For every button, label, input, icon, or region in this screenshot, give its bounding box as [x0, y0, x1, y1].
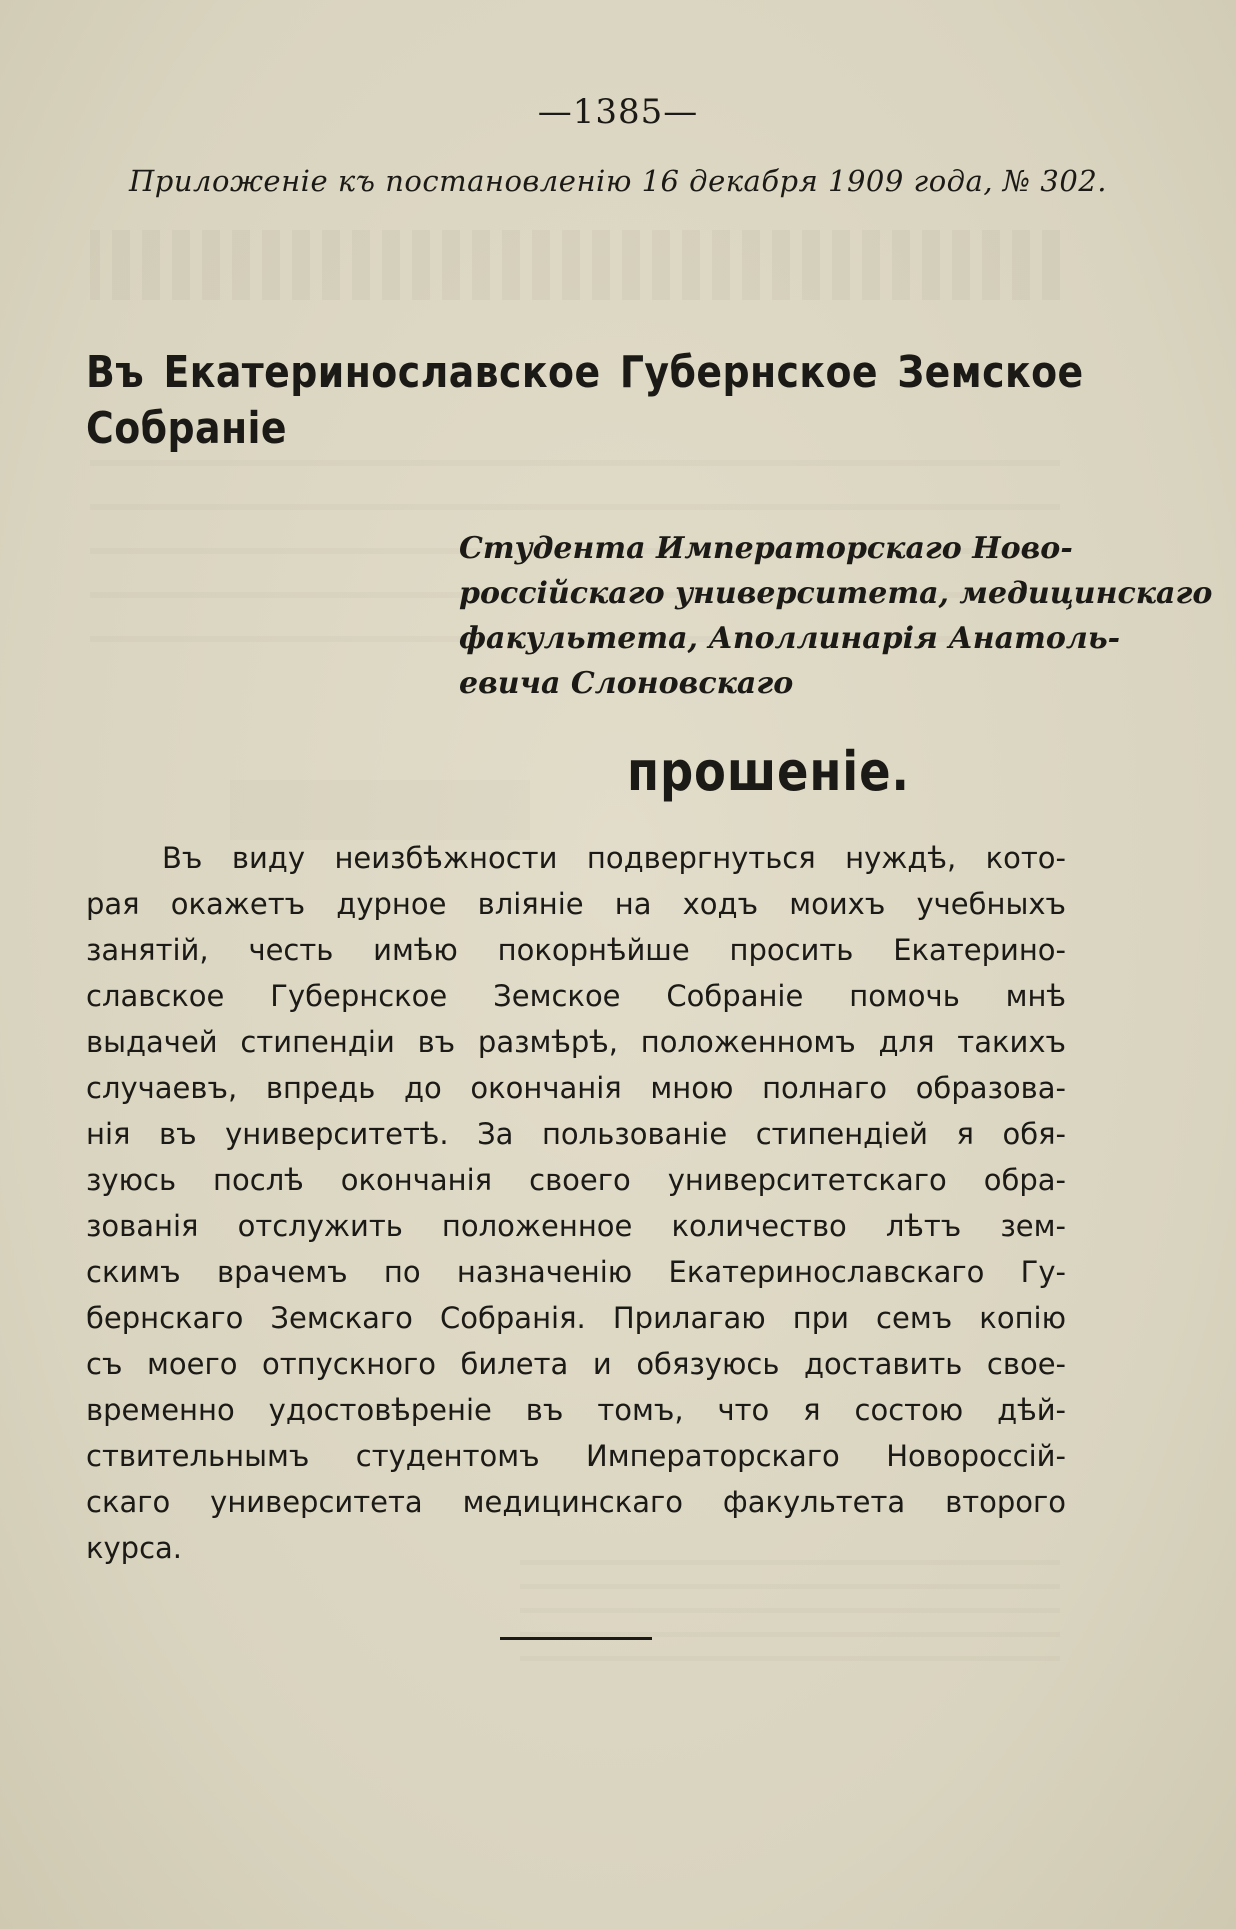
petition-body [86, 835, 1066, 1571]
appendix-note: Приложеніе къ постановленію 16 декабря 1909 года, № 302. [129, 164, 1107, 198]
petitioner-line: россійскаго университета, медицинскаго [459, 576, 1213, 611]
body-line: славское Губернское Земское Собраніе помочь мнѣ [86, 979, 1066, 1013]
body-line: нія въ университетѣ. За пользованіе стипендіей я обя- [86, 1117, 1066, 1151]
show-through-decoration [90, 230, 1060, 300]
body-line: выдачей стипендіи въ размѣрѣ, положенномъ для такихъ [86, 1025, 1066, 1059]
body-line: бернскаго Земскаго Собранія. Прилагаю при семъ копію [86, 1301, 1066, 1335]
petitioner-line: факультета, Аполлинарія Анатоль- [459, 621, 1121, 656]
body-line: рая окажетъ дурное вліяніе на ходъ моихъ учебныхъ [86, 887, 1066, 921]
addressee-heading [86, 345, 1084, 457]
body-line: скаго университета медицинскаго факультета второго [86, 1485, 1066, 1519]
addressee-line: Собраніе [86, 403, 288, 454]
body-line: курса. [86, 1531, 183, 1565]
petitioner-line: евича Слоновскаго [459, 666, 794, 701]
body-line: скимъ врачемъ по назначенію Екатеринославскаго Гу- [86, 1255, 1066, 1289]
body-line: зуюсь послѣ окончанія своего университетскаго обра- [86, 1163, 1066, 1197]
addressee-line: Въ Екатеринославское Губернское Земское [86, 347, 1084, 398]
body-line: Въ виду неизбѣжности подвергнуться нуждѣ, кото- [162, 841, 1066, 875]
body-line: временно удостовѣреніе въ томъ, что я состою дѣй- [86, 1393, 1066, 1427]
closing-rule [500, 1637, 652, 1640]
body-line: случаевъ, впредь до окончанія мною полнаго образова- [86, 1071, 1066, 1105]
show-through-decoration [520, 1560, 1060, 1680]
body-line: ствительнымъ студентомъ Императорскаго Новороссій- [86, 1439, 1066, 1473]
body-line: занятій, честь имѣю покорнѣйше просить Екатерино- [86, 933, 1066, 967]
page-number: —1385— [537, 92, 699, 132]
petitioner-block [459, 526, 1213, 706]
document-title: прошеніе. [627, 740, 910, 803]
show-through-decoration [230, 780, 530, 840]
petitioner-line: Студента Императорскаго Ново- [459, 531, 1073, 566]
body-line: зованія отслужить положенное количество лѣтъ зем- [86, 1209, 1066, 1243]
body-line: съ моего отпускного билета и обязуюсь доставить свое- [86, 1347, 1066, 1381]
